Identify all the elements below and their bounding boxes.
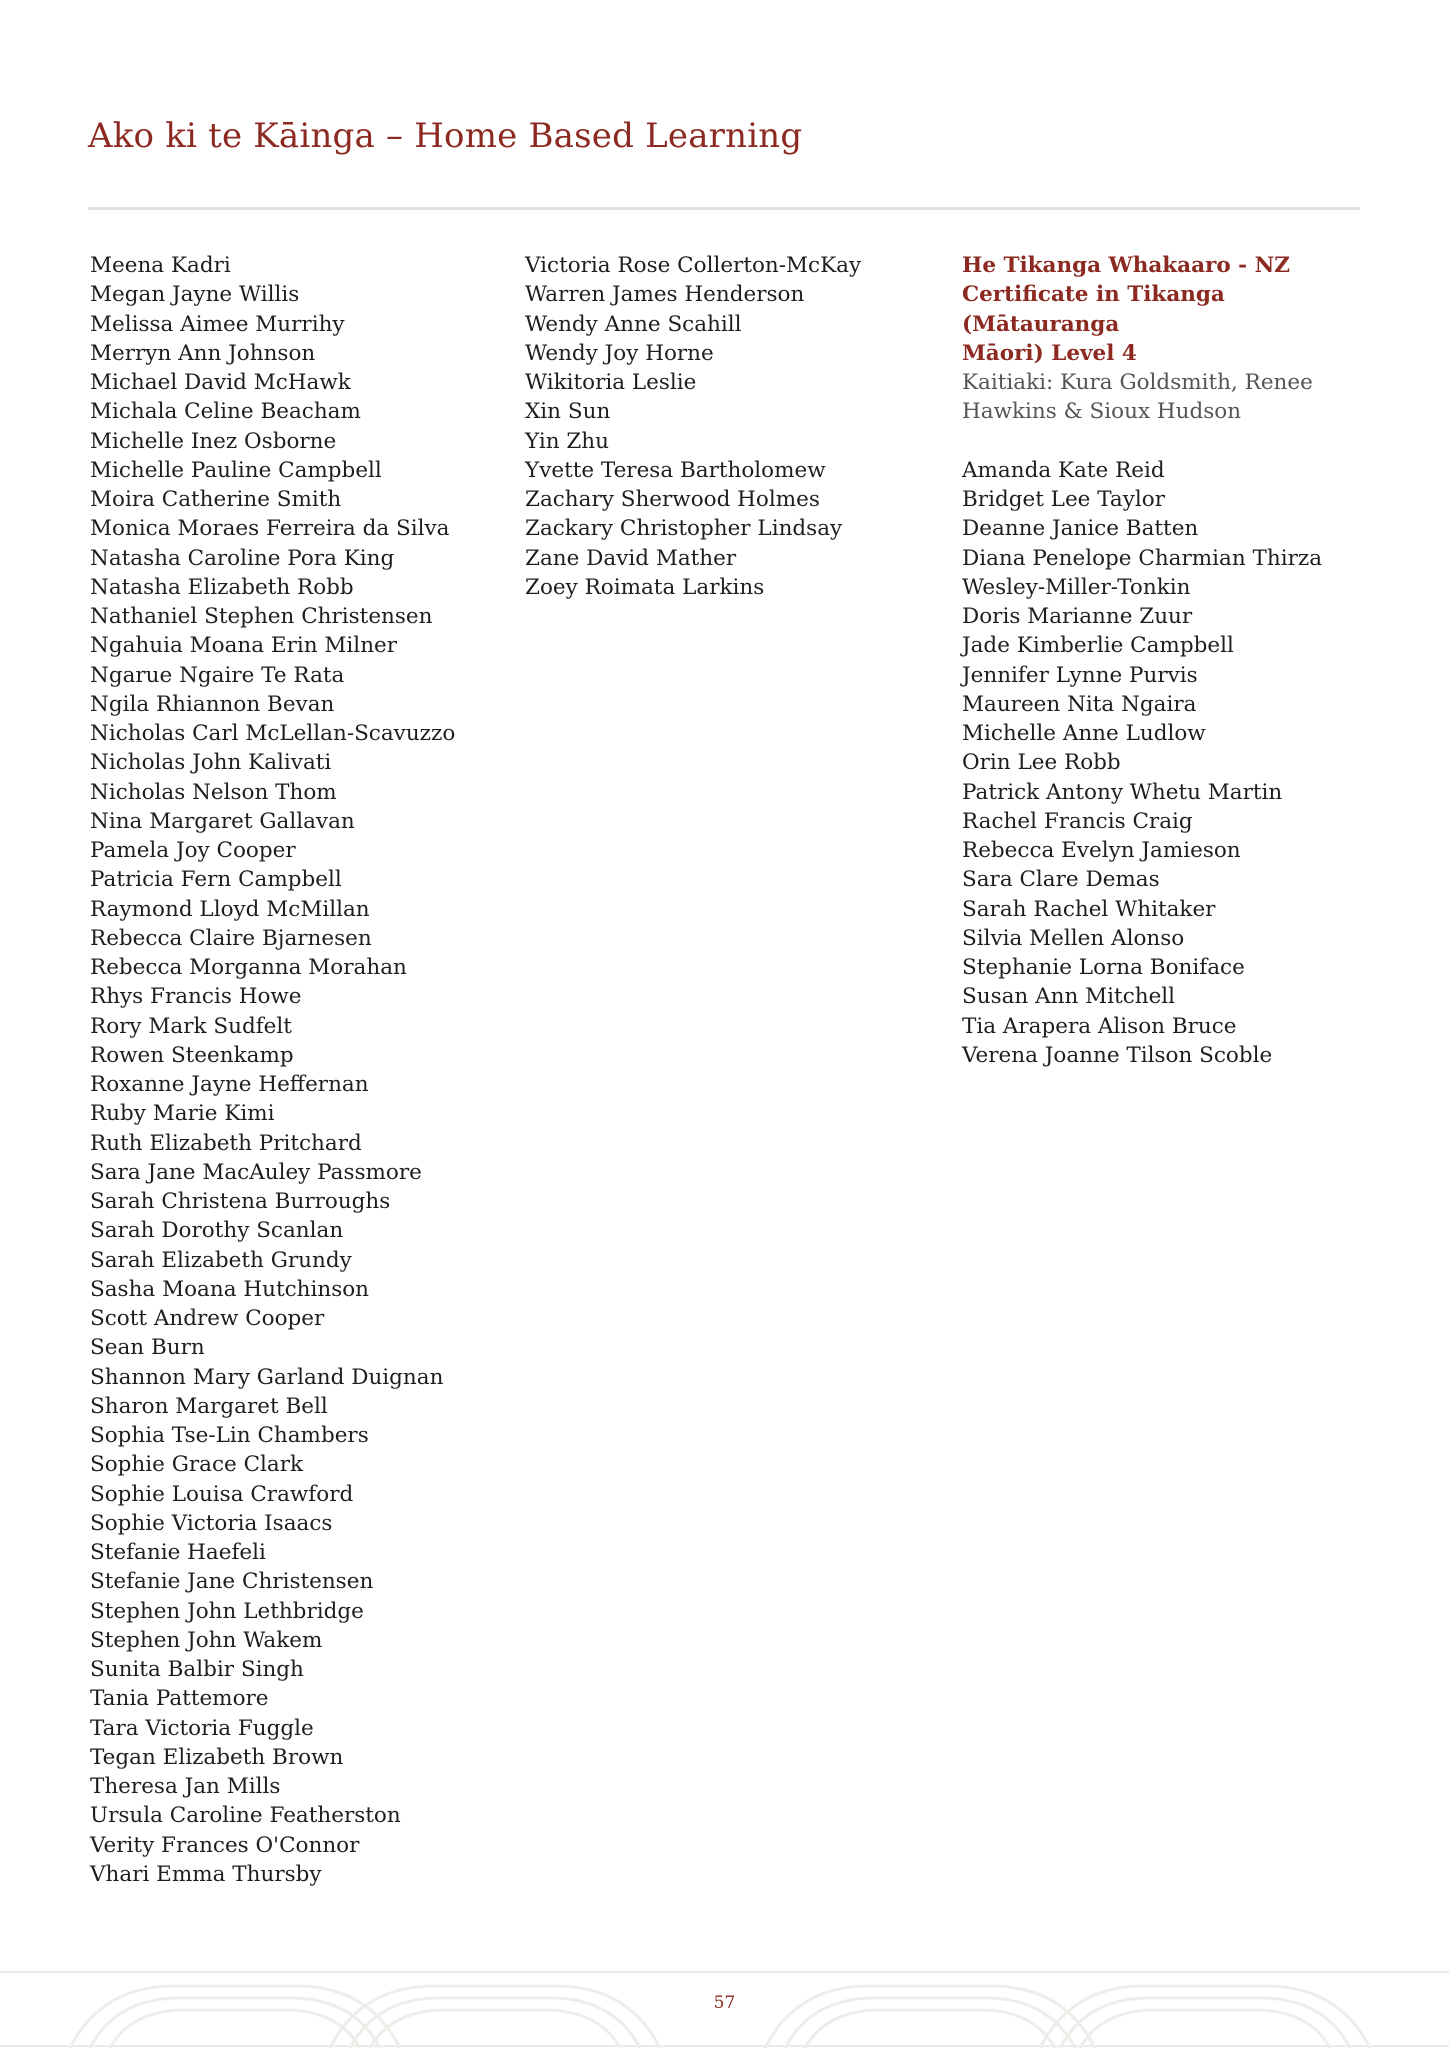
list-item: Rebecca Morganna Morahan	[90, 955, 407, 980]
list-item: Michelle Pauline Campbell	[90, 457, 382, 483]
list-item: Stefanie Jane Christensen	[90, 1569, 374, 1595]
list-item: Michelle Inez Osborne	[90, 428, 337, 454]
certificate-heading	[962, 251, 1362, 368]
list-item: Silvia Mellen Alonso	[962, 925, 1185, 951]
list-item: Stefanie Haefeli	[90, 1540, 266, 1565]
list-item: Merryn Ann Johnson	[90, 340, 316, 366]
list-item: Ruby Marie Kimi	[90, 1101, 275, 1127]
list-item: Orin Lee Robb	[962, 750, 1121, 776]
list-item: Melissa Aimee Murrihy	[90, 311, 345, 337]
list-item: Sarah Dorothy Scanlan	[90, 1218, 344, 1244]
list-item: Raymond Lloyd McMillan	[90, 896, 370, 922]
list-item: Sharon Margaret Bell	[90, 1393, 328, 1419]
certificate-heading-line: Certificate in Tikanga (Mātauranga	[962, 282, 1225, 337]
list-item: Nathaniel Stephen Christensen	[90, 604, 433, 629]
list-item: Zoey Roimata Larkins	[525, 574, 765, 600]
names-column-1	[90, 251, 455, 1889]
list-item: Stephen John Wakem	[90, 1627, 323, 1653]
list-item: Maureen Nita Ngaira	[962, 691, 1197, 717]
list-item: Shannon Mary Garland Duignan	[90, 1364, 444, 1390]
list-item: Yin Zhu	[525, 428, 610, 454]
list-item: Diana Penelope Charmian Thirza	[962, 545, 1323, 571]
list-item: Sophie Grace Clark	[90, 1452, 304, 1478]
list-item: Jennifer Lynne Purvis	[962, 662, 1198, 688]
list-item: Patricia Fern Campbell	[90, 867, 342, 893]
title-divider	[88, 207, 1360, 210]
list-item: Sarah Christena Burroughs	[90, 1189, 391, 1214]
list-item: Xin Sun	[525, 399, 611, 425]
list-item: Zachary Sherwood Holmes	[525, 487, 820, 512]
list-item: Ursula Caroline Featherston	[90, 1803, 401, 1829]
list-item: Wikitoria Leslie	[525, 370, 697, 395]
list-item: Megan Jayne Willis	[90, 282, 300, 308]
list-item: Nicholas John Kalivati	[90, 750, 332, 776]
list-item: Pamela Joy Cooper	[90, 838, 296, 863]
list-item: Deanne Janice Batten	[962, 516, 1199, 542]
list-item: Rhys Francis Howe	[90, 984, 302, 1010]
list-item: Meena Kadri	[90, 253, 231, 278]
list-item: Roxanne Jayne Heffernan	[90, 1072, 369, 1097]
list-item: Victoria Rose Collerton-McKay	[525, 253, 862, 278]
list-item: Ngila Rhiannon Bevan	[90, 691, 335, 717]
list-item: Sarah Rachel Whitaker	[962, 896, 1216, 922]
list-item: Sara Jane MacAuley Passmore	[90, 1159, 422, 1185]
list-item: Doris Marianne Zuur	[962, 604, 1193, 629]
list-item: Stephanie Lorna Boniface	[962, 955, 1245, 980]
list-item: Ruth Elizabeth Pritchard	[90, 1130, 362, 1156]
list-item: Theresa Jan Mills	[90, 1774, 281, 1799]
list-item: Patrick Antony Whetu Martin	[962, 779, 1283, 805]
list-item: Michael David McHawk	[90, 370, 351, 395]
certificate-heading-line: He Tikanga Whakaaro - NZ	[962, 253, 1290, 278]
list-item: Sophia Tse-Lin Chambers	[90, 1423, 369, 1448]
list-item: Sunita Balbir Singh	[90, 1657, 304, 1682]
list-item: Tia Arapera Alison Bruce	[962, 1013, 1237, 1039]
list-item: Jade Kimberlie Campbell	[962, 633, 1234, 659]
list-item: Natasha Elizabeth Robb	[90, 574, 354, 600]
list-item: Sasha Moana Hutchinson	[90, 1276, 370, 1302]
list-item: Ngahuia Moana Erin Milner	[90, 633, 398, 659]
list-item: Bridget Lee Taylor	[962, 487, 1165, 512]
list-item: Rory Mark Sudfelt	[90, 1013, 292, 1039]
list-item: Yvette Teresa Bartholomew	[525, 457, 826, 483]
list-item: Sean Burn	[90, 1335, 205, 1361]
kaitiaki-line: Hawkins & Sioux Hudson	[962, 399, 1242, 425]
list-item: Stephen John Lethbridge	[90, 1598, 364, 1624]
list-item: Michelle Anne Ludlow	[962, 721, 1206, 746]
list-item: Sophie Louisa Crawford	[90, 1481, 354, 1507]
list-item: Verena Joanne Tilson Scoble	[962, 1042, 1273, 1068]
list-item: Scott Andrew Cooper	[90, 1306, 325, 1331]
list-item: Monica Moraes Ferreira da Silva	[90, 516, 450, 542]
list-item: Sarah Elizabeth Grundy	[90, 1247, 352, 1273]
list-item: Verity Frances O'Connor	[90, 1832, 360, 1858]
list-item: Tara Victoria Fuggle	[90, 1715, 314, 1741]
page-title: Ako ki te Kāinga – Home Based Learning	[88, 116, 803, 156]
list-item: Sara Clare Demas	[962, 867, 1160, 893]
list-item: Wesley-Miller-Tonkin	[962, 574, 1191, 600]
list-item: Rachel Francis Craig	[962, 808, 1193, 834]
kaitiaki-line: Kaitiaki: Kura Goldsmith, Renee	[962, 370, 1313, 395]
list-item: Amanda Kate Reid	[962, 457, 1165, 483]
list-item: Vhari Emma Thursby	[90, 1861, 322, 1887]
list-item: Nina Margaret Gallavan	[90, 808, 355, 834]
list-item: Rebecca Evelyn Jamieson	[962, 838, 1241, 863]
names-column-3	[962, 456, 1362, 1070]
list-item: Sophie Victoria Isaacs	[90, 1510, 333, 1536]
list-item: Nicholas Nelson Thom	[90, 779, 337, 805]
list-item: Moira Catherine Smith	[90, 487, 342, 512]
list-item: Wendy Joy Horne	[525, 340, 714, 366]
list-item: Wendy Anne Scahill	[525, 311, 742, 337]
certificate-heading-line: Māori) Level 4	[962, 340, 1137, 366]
list-item: Warren James Henderson	[525, 282, 805, 308]
list-item: Susan Ann Mitchell	[962, 984, 1176, 1010]
list-item: Tegan Elizabeth Brown	[90, 1744, 344, 1770]
list-item: Nicholas Carl McLellan-Scavuzzo	[90, 721, 456, 746]
list-item: Rebecca Claire Bjarnesen	[90, 925, 372, 951]
names-column-2	[525, 251, 861, 602]
list-item: Ngarue Ngaire Te Rata	[90, 662, 345, 688]
list-item: Michala Celine Beacham	[90, 399, 361, 425]
kaitiaki-credit	[962, 368, 1362, 427]
list-item: Rowen Steenkamp	[90, 1042, 294, 1068]
list-item: Zackary Christopher Lindsay	[525, 516, 843, 542]
list-item: Natasha Caroline Pora King	[90, 545, 395, 571]
certificate-section	[962, 251, 1362, 1070]
page-number: 57	[713, 1993, 736, 2013]
list-item: Zane David Mather	[525, 545, 737, 571]
list-item: Tania Pattemore	[90, 1686, 269, 1712]
